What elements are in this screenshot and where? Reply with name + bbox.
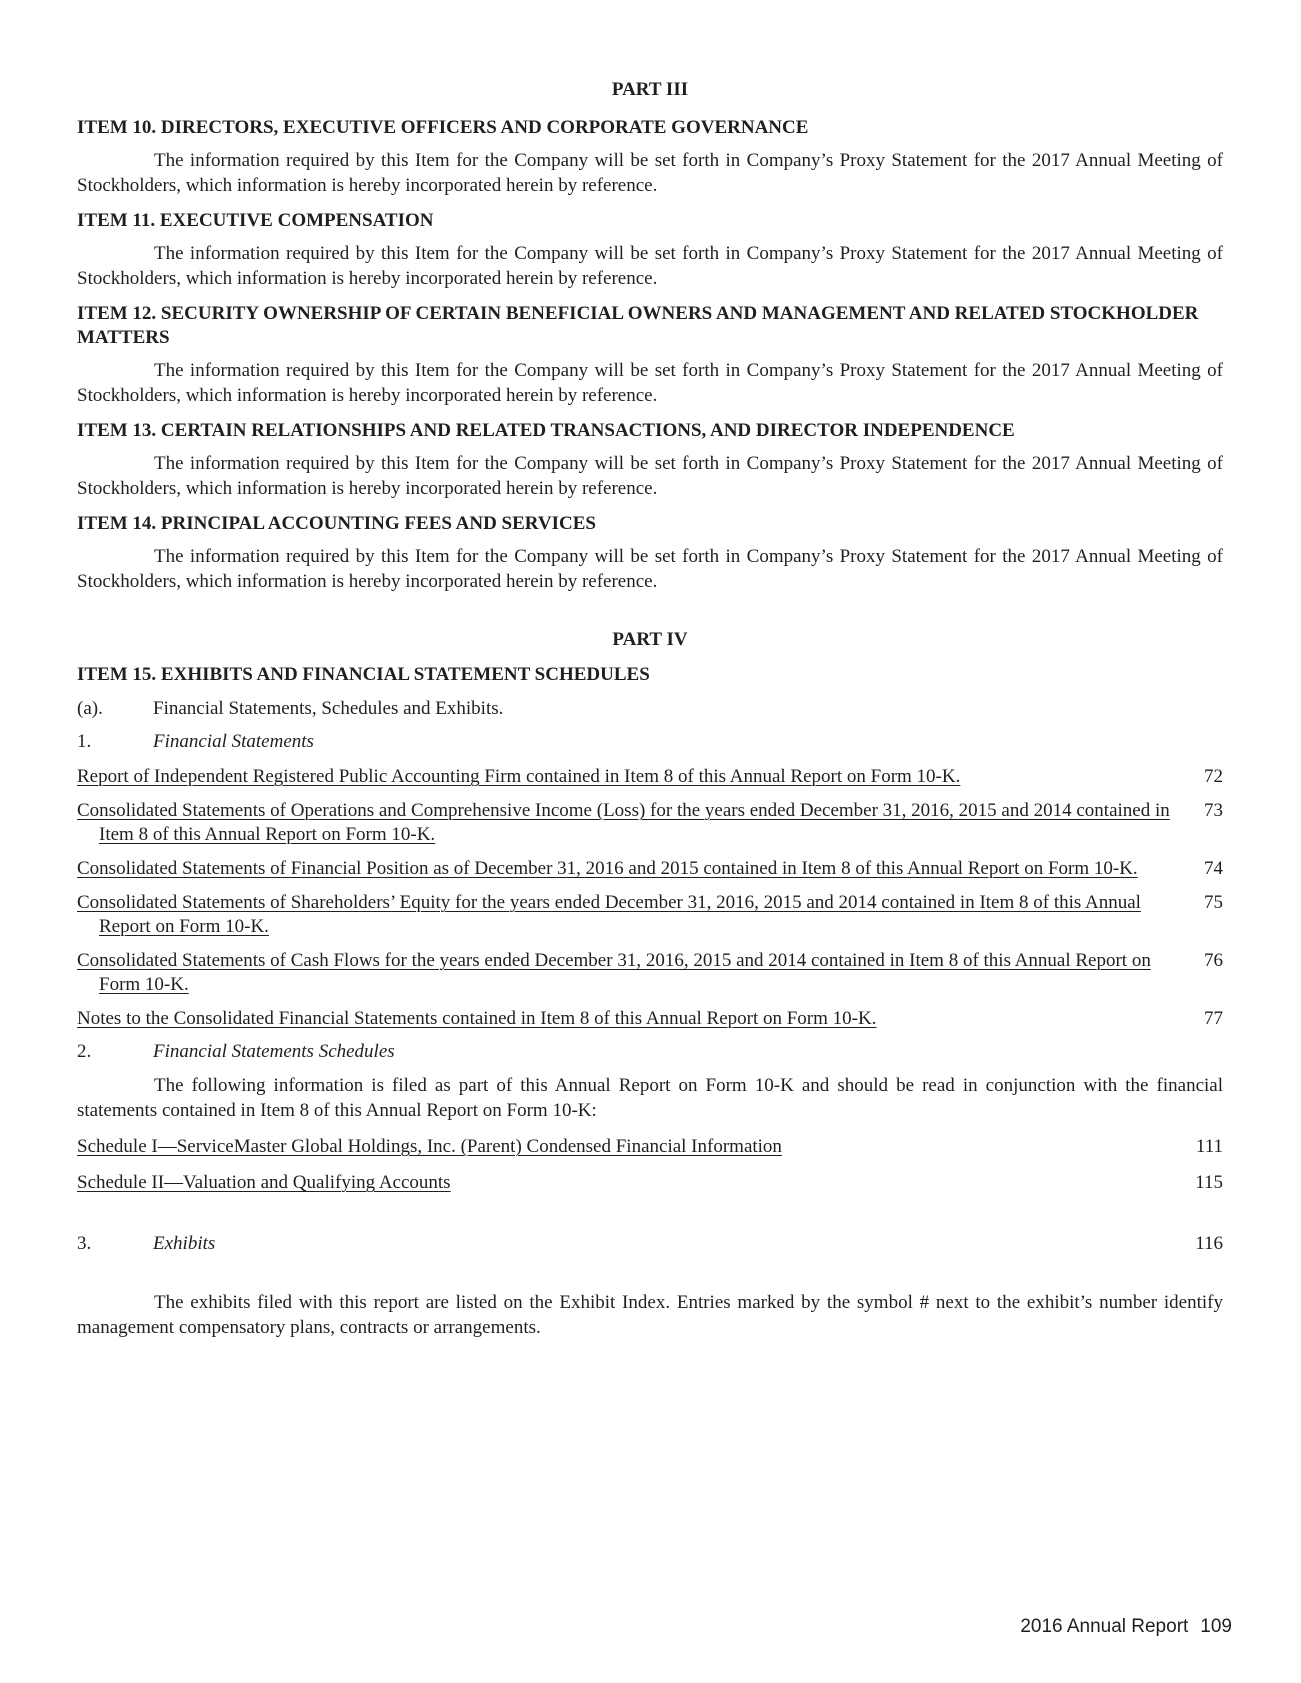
document-page bbox=[77, 78, 1223, 1340]
toc-page-number: 75 bbox=[1204, 892, 1223, 913]
subsection-2-title: Financial Statements Schedules bbox=[153, 1041, 395, 1062]
item-13-body: The information required by this Item for the Company will be set forth in Company’s Proxy Statement for the 2017 Annual Meeting of Stockholders, which information is hereby incorporated herein by reference. bbox=[77, 453, 1223, 499]
toc-link-notes[interactable]: Notes to the Consolidated Financial Statements contained in Item 8 of this Annual Report on Form 10-K. bbox=[77, 1008, 877, 1029]
toc-row bbox=[77, 857, 1223, 881]
subsection-1-number: 1. bbox=[77, 731, 92, 752]
toc-row bbox=[77, 949, 1223, 997]
subsection-3-number: 3. bbox=[77, 1233, 92, 1254]
item-11-heading: ITEM 11. EXECUTIVE COMPENSATION bbox=[77, 210, 434, 231]
toc-page-number: 111 bbox=[1195, 1136, 1223, 1157]
subsection-a-text: Financial Statements, Schedules and Exhibits. bbox=[153, 698, 504, 719]
item-14-heading: ITEM 14. PRINCIPAL ACCOUNTING FEES AND SERVICES bbox=[77, 513, 596, 534]
toc-link-schedule-i[interactable]: Schedule I—ServiceMaster Global Holdings, Inc. (Parent) Condensed Financial Information bbox=[77, 1136, 782, 1157]
toc-link-schedule-ii[interactable]: Schedule II—Valuation and Qualifying Accounts bbox=[77, 1172, 451, 1193]
footer-page-number: 109 bbox=[1200, 1616, 1232, 1637]
toc-page-number: 74 bbox=[1204, 858, 1223, 879]
toc-page-number: 76 bbox=[1204, 950, 1223, 971]
subsection-3-title: Exhibits bbox=[153, 1233, 216, 1254]
item-12-body: The information required by this Item for the Company will be set forth in Company’s Proxy Statement for the 2017 Annual Meeting of Stockholders, which information is hereby incorporated herein by reference. bbox=[77, 360, 1223, 406]
item-10-heading: ITEM 10. DIRECTORS, EXECUTIVE OFFICERS AND CORPORATE GOVERNANCE bbox=[77, 117, 809, 138]
subsection-3-page-number: 116 bbox=[1195, 1233, 1223, 1254]
subsection-2-number: 2. bbox=[77, 1041, 92, 1062]
toc-page-number: 73 bbox=[1204, 800, 1223, 821]
subsection-2 bbox=[77, 1040, 1223, 1064]
part-iii-title: PART III bbox=[611, 79, 689, 100]
subsection-3 bbox=[77, 1232, 1223, 1256]
toc-row bbox=[77, 891, 1223, 939]
item-12-heading: ITEM 12. SECURITY OWNERSHIP OF CERTAIN BENEFICIAL OWNERS AND MANAGEMENT AND RELATED STOCKHOLDER MATTERS bbox=[77, 303, 1199, 348]
toc-link-shareholders-equity[interactable]: Consolidated Statements of Shareholders’ Equity for the years ended December 31, 2016, 2015 and 2014 contained in Item 8 of this Annual Report on Form 10-K. bbox=[77, 892, 1141, 937]
item-10-body: The information required by this Item for the Company will be set forth in Company’s Proxy Statement for the 2017 Annual Meeting of Stockholders, which information is hereby incorporated herein by reference. bbox=[77, 150, 1223, 196]
subsection-1 bbox=[77, 730, 1223, 754]
toc-link-cash-flows[interactable]: Consolidated Statements of Cash Flows for the years ended December 31, 2016, 2015 and 2014 contained in Item 8 of this Annual Report on Form 10-K. bbox=[77, 950, 1151, 995]
toc-row bbox=[77, 1135, 1223, 1159]
subsection-a-number: (a). bbox=[77, 698, 103, 719]
page-footer bbox=[1008, 1616, 1232, 1638]
toc-link-financial-position[interactable]: Consolidated Statements of Financial Position as of December 31, 2016 and 2015 contained in Item 8 of this Annual Report on Form 10-K. bbox=[77, 858, 1138, 879]
item-15-heading: ITEM 15. EXHIBITS AND FINANCIAL STATEMENT SCHEDULES bbox=[77, 664, 650, 685]
toc-row bbox=[77, 765, 1223, 789]
schedules-intro-paragraph: The following information is filed as part of this Annual Report on Form 10-K and should be read in conjunction with the financial statements contained in Item 8 of this Annual Report on Form 10-K: bbox=[77, 1075, 1223, 1121]
item-14-body: The information required by this Item for the Company will be set forth in Company’s Proxy Statement for the 2017 Annual Meeting of Stockholders, which information is hereby incorporated herein by reference. bbox=[77, 546, 1223, 592]
toc-row bbox=[77, 799, 1223, 847]
toc-page-number: 115 bbox=[1195, 1172, 1223, 1193]
subsection-a bbox=[77, 697, 1223, 721]
toc-row bbox=[77, 1171, 1223, 1195]
subsection-1-title: Financial Statements bbox=[153, 731, 314, 752]
part-iv-title: PART IV bbox=[612, 629, 688, 650]
exhibits-paragraph: The exhibits filed with this report are listed on the Exhibit Index. Entries marked by the symbol # next to the exhibit’s number identify management compensatory plans, contracts or arrangements. bbox=[77, 1292, 1223, 1338]
toc-row bbox=[77, 1007, 1223, 1031]
toc-page-number: 72 bbox=[1204, 766, 1223, 787]
toc-page-number: 77 bbox=[1204, 1008, 1223, 1029]
toc-link-auditor-report[interactable]: Report of Independent Registered Public Accounting Firm contained in Item 8 of this Annual Report on Form 10-K. bbox=[77, 766, 961, 787]
footer-label: 2016 Annual Report bbox=[1020, 1616, 1189, 1637]
item-13-heading: ITEM 13. CERTAIN RELATIONSHIPS AND RELATED TRANSACTIONS, AND DIRECTOR INDEPENDENCE bbox=[77, 420, 1015, 441]
item-11-body: The information required by this Item for the Company will be set forth in Company’s Proxy Statement for the 2017 Annual Meeting of Stockholders, which information is hereby incorporated herein by reference. bbox=[77, 243, 1223, 289]
toc-link-statements-of-operations[interactable]: Consolidated Statements of Operations and Comprehensive Income (Loss) for the years ended December 31, 2016, 2015 and 2014 contained in Item 8 of this Annual Report on Form 10-K. bbox=[77, 800, 1170, 845]
